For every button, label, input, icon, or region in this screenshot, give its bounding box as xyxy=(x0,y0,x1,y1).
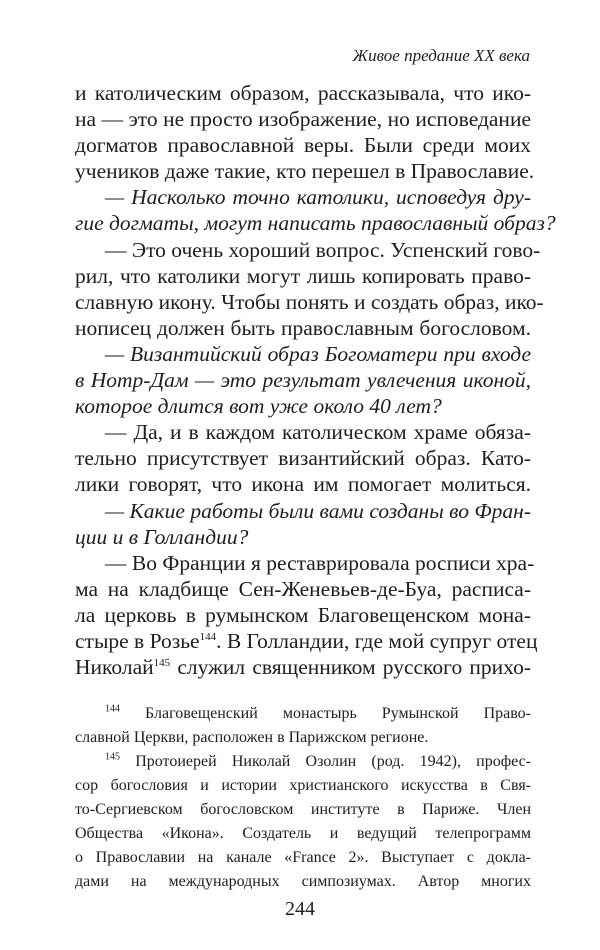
footnote-144 xyxy=(75,702,531,726)
main-text xyxy=(75,80,556,680)
question-line: в Нотр-Дам — это результат увлечения иконой, xyxy=(75,368,531,393)
running-header: Живое предание XX века xyxy=(352,46,530,65)
answer-line: — Это очень хороший вопрос. Успенский гово- xyxy=(105,237,541,262)
question-line: — Какие работы были вами созданы во Фран- xyxy=(105,498,531,523)
footnote-line: о Православии на канале «France 2». Выступает с докла- xyxy=(75,849,531,866)
text-fragment: стыре в Розье xyxy=(75,628,200,653)
footnote-number: 144 xyxy=(105,703,120,715)
text-line: нописец должен быть православным богословом. xyxy=(75,315,531,340)
question-line: ции и в Голландии? xyxy=(75,524,249,549)
text-line: тельно присутствует византийский образ. Като- xyxy=(75,446,531,471)
question-line: — Византийский образ Богоматери при входе xyxy=(105,341,531,366)
footnote-text: Протоиерей Николай Озолин (род. 1942), профес- xyxy=(135,753,532,770)
answer-line: — Во Франции я реставрировала росписи хра- xyxy=(105,550,535,575)
text-line: ла церковь в румынском Благовещенском мона- xyxy=(75,602,531,627)
text-line: рил, что католики могут лишь копировать право- xyxy=(75,263,531,288)
text-line xyxy=(75,654,531,680)
text-line: на — это не просто изображение, но исповедание xyxy=(75,107,531,132)
text-line: славную икону. Чтобы понять и создать образ, ико- xyxy=(75,289,544,314)
page-number: 244 xyxy=(285,898,315,920)
footnote-number: 145 xyxy=(105,751,120,763)
question-line: которое длится вот уже около 40 лет? xyxy=(75,394,442,419)
footnote-145 xyxy=(75,750,531,774)
text-fragment: Николай xyxy=(75,655,154,680)
footnotes xyxy=(75,702,531,894)
question-line: гие догматы, могут написать православный образ? xyxy=(75,211,556,236)
answer-line: — Да, и в каждом католическом храме обяза- xyxy=(105,420,531,445)
footnote-line: Общества «Икона». Создатель и ведущий телепрограмм xyxy=(75,825,531,842)
question-line: — Насколько точно католики, исповедуя дру- xyxy=(105,185,531,210)
text-line: и католическим образом, рассказывала, что ико- xyxy=(75,81,531,105)
footnote-line: то-Сергиевском богословском институте в Париже. Член xyxy=(75,801,531,818)
text-line: догматов православной веры. Были среди моих xyxy=(75,133,531,158)
text-fragment: служил священником русского прихо- xyxy=(170,655,531,680)
footnote-text: Благовещенский монастырь Румынской Право- xyxy=(145,705,531,722)
footnote-line: дами на международных симпозиумах. Автор многих xyxy=(75,873,531,890)
text-line: лики говорят, что икона им помогает молиться. xyxy=(75,472,531,497)
footnote-ref-144[interactable]: 144 xyxy=(199,630,217,643)
text-line xyxy=(75,628,538,654)
footnote-ref-145[interactable]: 145 xyxy=(153,656,171,669)
footnote-line: славной Церкви, расположен в Парижском регионе. xyxy=(75,729,429,746)
text-line: учеников даже такие, кто перешел в Православие. xyxy=(75,159,535,184)
footnote-line: сор богословия и истории христианского искусства в Свя- xyxy=(75,777,531,794)
text-line: ма на кладбище Сен-Женевьев-де-Буа, расписа- xyxy=(75,576,531,601)
text-fragment: . В Голландии, где мой супруг отец xyxy=(216,628,538,653)
